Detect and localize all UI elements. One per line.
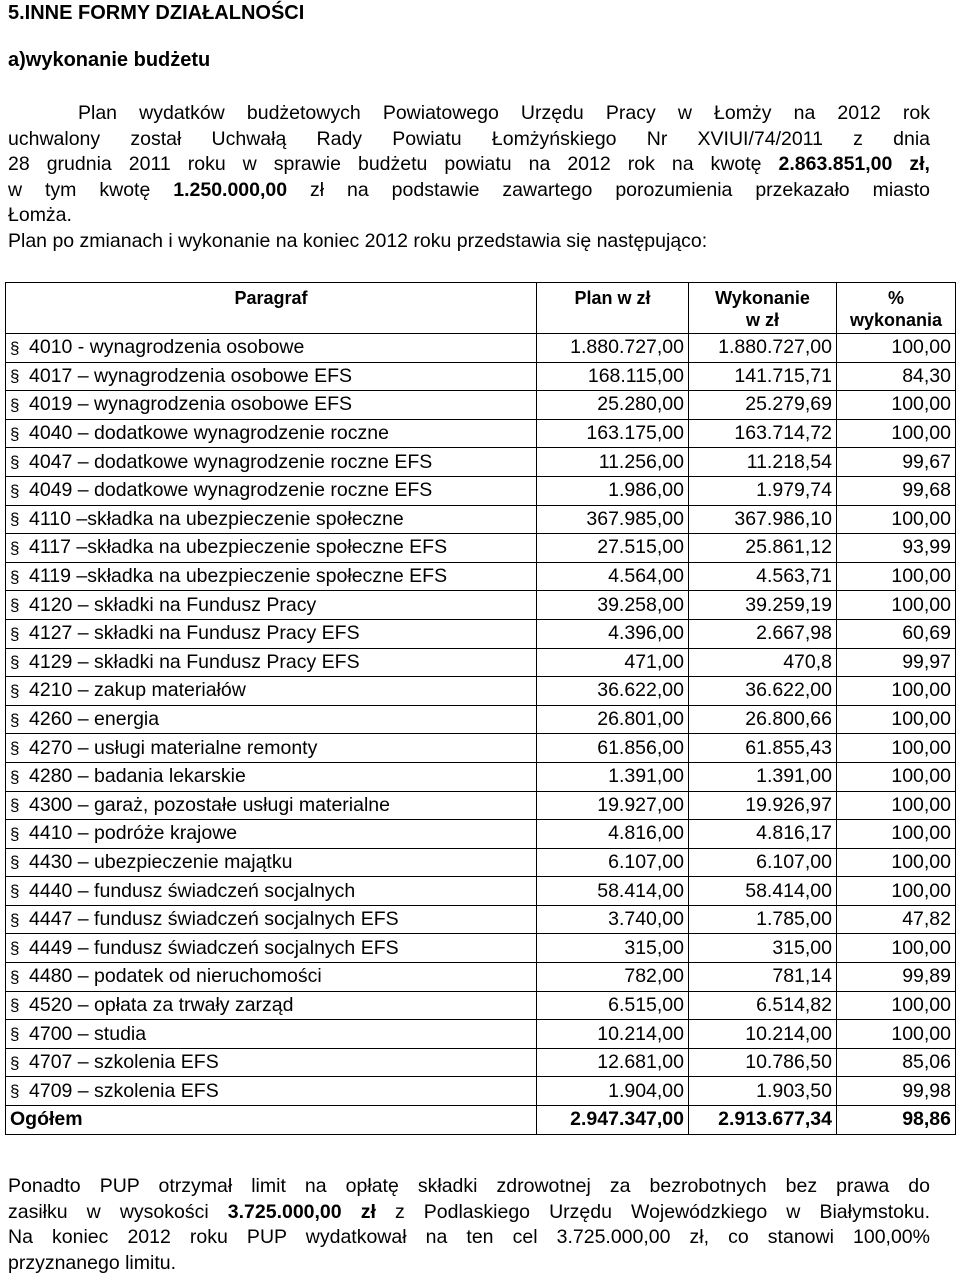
row-paragraf: § 4017 – wynagrodzenia osobowe EFS — [6, 362, 537, 391]
row-wykonanie: 26.800,66 — [689, 705, 837, 734]
table-row — [6, 877, 956, 906]
row-paragraf: § 4117 –składka na ubezpieczenie społeczne EFS — [6, 534, 537, 563]
table-row — [6, 1077, 956, 1106]
row-plan: 4.396,00 — [537, 619, 689, 648]
row-wykonanie: 6.107,00 — [689, 848, 837, 877]
row-procent: 100,00 — [837, 591, 956, 620]
section-sign-icon: § — [10, 338, 20, 358]
row-plan: 1.391,00 — [537, 762, 689, 791]
table-row — [6, 677, 956, 706]
table-row — [6, 505, 956, 534]
section-sign-icon: § — [10, 366, 20, 386]
row-plan: 1.904,00 — [537, 1077, 689, 1106]
row-wykonanie: 58.414,00 — [689, 877, 837, 906]
row-plan: 12.681,00 — [537, 1048, 689, 1077]
outro-text: zasiłku w wysokości — [8, 1200, 228, 1223]
row-paragraf: § 4120 – składki na Fundusz Pracy — [6, 591, 537, 620]
table-row — [6, 762, 956, 791]
row-procent: 100,00 — [837, 677, 956, 706]
row-plan: 163.175,00 — [537, 419, 689, 448]
table-row — [6, 1020, 956, 1049]
table-row — [6, 934, 956, 963]
section-sign-icon: § — [10, 395, 20, 415]
section-sign-icon: § — [10, 538, 20, 558]
row-paragraf: § 4040 – dodatkowe wynagrodzenie roczne — [6, 419, 537, 448]
row-wykonanie: 11.218,54 — [689, 448, 837, 477]
row-paragraf: § 4049 – dodatkowe wynagrodzenie roczne EFS — [6, 476, 537, 505]
section-sign-icon: § — [10, 824, 20, 844]
table-row — [6, 334, 956, 363]
table-row — [6, 791, 956, 820]
row-wykonanie: 39.259,19 — [689, 591, 837, 620]
row-plan: 6.515,00 — [537, 991, 689, 1020]
section-sign-icon: § — [10, 767, 20, 787]
row-wykonanie: 61.855,43 — [689, 734, 837, 763]
row-paragraf: § 4129 – składki na Fundusz Pracy EFS — [6, 648, 537, 677]
row-plan: 6.107,00 — [537, 848, 689, 877]
section-sign-icon: § — [10, 424, 20, 444]
table-row — [6, 991, 956, 1020]
row-wykonanie: 36.622,00 — [689, 677, 837, 706]
section-sign-icon: § — [10, 1024, 20, 1044]
section-sign-icon: § — [10, 481, 20, 501]
row-wykonanie: 1.903,50 — [689, 1077, 837, 1106]
table-row — [6, 905, 956, 934]
row-procent: 100,00 — [837, 419, 956, 448]
header-procent: % wykonania — [837, 283, 956, 334]
table-row — [6, 848, 956, 877]
row-plan: 27.515,00 — [537, 534, 689, 563]
row-procent: 99,98 — [837, 1077, 956, 1106]
row-paragraf: § 4440 – fundusz świadczeń socjalnych — [6, 877, 537, 906]
row-plan: 4.816,00 — [537, 820, 689, 849]
row-paragraf: § 4280 – badania lekarskie — [6, 762, 537, 791]
row-paragraf: § 4019 – wynagrodzenia osobowe EFS — [6, 391, 537, 420]
row-paragraf: § 4270 – usługi materialne remonty — [6, 734, 537, 763]
table-row — [6, 1048, 956, 1077]
row-procent: 100,00 — [837, 762, 956, 791]
row-plan: 39.258,00 — [537, 591, 689, 620]
row-wykonanie: 1.880.727,00 — [689, 334, 837, 363]
limit-amount: 3.725.000,00 zł — [227, 1200, 376, 1223]
table-row — [6, 362, 956, 391]
row-plan: 61.856,00 — [537, 734, 689, 763]
row-wykonanie: 19.926,97 — [689, 791, 837, 820]
section-sign-icon: § — [10, 681, 20, 701]
row-procent: 100,00 — [837, 877, 956, 906]
row-wykonanie: 4.816,17 — [689, 820, 837, 849]
row-plan: 25.280,00 — [537, 391, 689, 420]
row-plan: 367.985,00 — [537, 505, 689, 534]
row-wykonanie: 25.279,69 — [689, 391, 837, 420]
section-sign-icon: § — [10, 595, 20, 615]
header-paragraf: Paragraf — [6, 283, 537, 334]
row-paragraf: § 4110 –składka na ubezpieczenie społeczne — [6, 505, 537, 534]
table-row — [6, 476, 956, 505]
row-paragraf: § 4480 – podatek od nieruchomości — [6, 963, 537, 992]
table-row — [6, 820, 956, 849]
section-sign-icon: § — [10, 881, 20, 901]
total-label: Ogółem — [6, 1106, 537, 1135]
row-wykonanie: 10.214,00 — [689, 1020, 837, 1049]
outro-paragraph — [8, 1174, 930, 1276]
row-plan: 3.740,00 — [537, 905, 689, 934]
row-paragraf: § 4707 – szkolenia EFS — [6, 1048, 537, 1077]
intro-text: zł, — [892, 153, 930, 176]
row-procent: 100,00 — [837, 791, 956, 820]
row-paragraf: § 4447 – fundusz świadczeń socjalnych EFS — [6, 905, 537, 934]
row-wykonanie: 141.715,71 — [689, 362, 837, 391]
row-wykonanie: 25.861,12 — [689, 534, 837, 563]
intro-paragraph — [8, 101, 930, 255]
row-paragraf: § 4700 – studia — [6, 1020, 537, 1049]
table-row — [6, 963, 956, 992]
row-wykonanie: 315,00 — [689, 934, 837, 963]
intro-line: Plan wydatków budżetowych Powiatowego Urzędu Pracy w Łomży na 2012 rok — [78, 102, 930, 124]
section-sign-icon: § — [10, 710, 20, 730]
row-procent: 100,00 — [837, 934, 956, 963]
section-sign-icon: § — [10, 452, 20, 472]
section-sign-icon: § — [10, 1053, 20, 1073]
city-amount: 1.250.000,00 — [173, 178, 288, 201]
budget-amount: 2.863.851,00 — [778, 153, 893, 176]
row-plan: 58.414,00 — [537, 877, 689, 906]
header-plan: Plan w zł — [537, 283, 689, 334]
table-row — [6, 705, 956, 734]
table-row — [6, 534, 956, 563]
row-paragraf: § 4260 – energia — [6, 705, 537, 734]
outro-line: Na koniec 2012 roku PUP wydatkował na ten cel 3.725.000,00 zł, co stanowi 100,00% — [8, 1226, 930, 1249]
table-row — [6, 419, 956, 448]
table-body — [6, 334, 956, 1135]
row-plan: 19.927,00 — [537, 791, 689, 820]
row-plan: 168.115,00 — [537, 362, 689, 391]
table-header-row — [6, 283, 956, 334]
row-procent: 100,00 — [837, 334, 956, 363]
row-plan: 36.622,00 — [537, 677, 689, 706]
row-plan: 11.256,00 — [537, 448, 689, 477]
subsection-heading: a)wykonanie budżetu — [8, 49, 211, 71]
row-paragraf: § 4520 – opłata za trwały zarząd — [6, 991, 537, 1020]
row-paragraf: § 4010 - wynagrodzenia osobowe — [6, 334, 537, 363]
table-row — [6, 648, 956, 677]
outro-text: z Podlaskiego Urzędu Wojewódzkiego w Białymstoku. — [375, 1200, 930, 1223]
row-procent: 100,00 — [837, 1020, 956, 1049]
row-paragraf: § 4709 – szkolenia EFS — [6, 1077, 537, 1106]
total-wykonanie: 2.913.677,34 — [689, 1106, 837, 1135]
section-sign-icon: § — [10, 509, 20, 529]
section-sign-icon: § — [10, 652, 20, 672]
table-row — [6, 591, 956, 620]
intro-text: w tym kwotę — [8, 178, 174, 201]
table-row — [6, 448, 956, 477]
row-wykonanie: 1.785,00 — [689, 905, 837, 934]
row-wykonanie: 10.786,50 — [689, 1048, 837, 1077]
intro-text: zł na podstawie zawartego porozumienia przekazało miasto — [287, 178, 931, 201]
row-paragraf: § 4210 – zakup materiałów — [6, 677, 537, 706]
row-plan: 10.214,00 — [537, 1020, 689, 1049]
table-row — [6, 562, 956, 591]
row-procent: 100,00 — [837, 391, 956, 420]
row-plan: 1.880.727,00 — [537, 334, 689, 363]
row-procent: 100,00 — [837, 848, 956, 877]
row-procent: 60,69 — [837, 619, 956, 648]
row-wykonanie: 2.667,98 — [689, 619, 837, 648]
section-sign-icon: § — [10, 795, 20, 815]
section-sign-icon: § — [10, 852, 20, 872]
row-procent: 100,00 — [837, 562, 956, 591]
intro-line: Łomża. — [8, 204, 72, 227]
row-procent: 99,89 — [837, 963, 956, 992]
row-wykonanie: 1.391,00 — [689, 762, 837, 791]
row-paragraf: § 4300 – garaż, pozostałe usługi materialne — [6, 791, 537, 820]
section-sign-icon: § — [10, 910, 20, 930]
row-procent: 100,00 — [837, 734, 956, 763]
row-procent: 100,00 — [837, 820, 956, 849]
section-heading: 5.INNE FORMY DZIAŁALNOŚCI — [8, 2, 305, 24]
row-procent: 100,00 — [837, 705, 956, 734]
intro-line: Plan po zmianach i wykonanie na koniec 2012 roku przedstawia się następująco: — [8, 229, 708, 252]
total-procent: 98,86 — [837, 1106, 956, 1135]
section-sign-icon: § — [10, 967, 20, 987]
row-procent: 100,00 — [837, 505, 956, 534]
row-wykonanie: 781,14 — [689, 963, 837, 992]
section-sign-icon: § — [10, 624, 20, 644]
row-wykonanie: 4.563,71 — [689, 562, 837, 591]
total-plan: 2.947.347,00 — [537, 1106, 689, 1135]
row-procent: 99,68 — [837, 476, 956, 505]
intro-text: 28 grudnia 2011 roku w sprawie budżetu powiatu na 2012 rok na kwotę — [8, 153, 779, 176]
row-paragraf: § 4119 –składka na ubezpieczenie społeczne EFS — [6, 562, 537, 591]
row-plan: 4.564,00 — [537, 562, 689, 591]
row-plan: 471,00 — [537, 648, 689, 677]
table-row — [6, 734, 956, 763]
row-procent: 84,30 — [837, 362, 956, 391]
row-procent: 47,82 — [837, 905, 956, 934]
section-sign-icon: § — [10, 567, 20, 587]
row-wykonanie: 163.714,72 — [689, 419, 837, 448]
row-procent: 93,99 — [837, 534, 956, 563]
row-wykonanie: 367.986,10 — [689, 505, 837, 534]
table-row — [6, 391, 956, 420]
row-wykonanie: 1.979,74 — [689, 476, 837, 505]
row-procent: 99,67 — [837, 448, 956, 477]
row-paragraf: § 4127 – składki na Fundusz Pracy EFS — [6, 619, 537, 648]
section-sign-icon: § — [10, 938, 20, 958]
row-plan: 782,00 — [537, 963, 689, 992]
row-procent: 85,06 — [837, 1048, 956, 1077]
row-paragraf: § 4430 – ubezpieczenie majątku — [6, 848, 537, 877]
row-plan: 26.801,00 — [537, 705, 689, 734]
row-procent: 100,00 — [837, 991, 956, 1020]
outro-line: Ponadto PUP otrzymał limit na opłatę składki zdrowotnej za bezrobotnych bez prawa do — [8, 1175, 930, 1197]
section-sign-icon: § — [10, 738, 20, 758]
row-procent: 99,97 — [837, 648, 956, 677]
row-plan: 1.986,00 — [537, 476, 689, 505]
header-wykonanie: Wykonanie w zł — [689, 283, 837, 334]
section-sign-icon: § — [10, 995, 20, 1015]
row-plan: 315,00 — [537, 934, 689, 963]
table-total-row — [6, 1106, 956, 1135]
row-paragraf: § 4047 – dodatkowe wynagrodzenie roczne EFS — [6, 448, 537, 477]
section-sign-icon: § — [10, 1081, 20, 1101]
row-wykonanie: 470,8 — [689, 648, 837, 677]
table-row — [6, 619, 956, 648]
row-wykonanie: 6.514,82 — [689, 991, 837, 1020]
row-paragraf: § 4449 – fundusz świadczeń socjalnych EFS — [6, 934, 537, 963]
row-paragraf: § 4410 – podróże krajowe — [6, 820, 537, 849]
budget-table — [5, 282, 956, 1135]
outro-line: przyznanego limitu. — [8, 1251, 176, 1274]
intro-line: uchwalony został Uchwałą Rady Powiatu Łomżyńskiego Nr XVIUI/74/2011 z dnia — [8, 127, 930, 150]
